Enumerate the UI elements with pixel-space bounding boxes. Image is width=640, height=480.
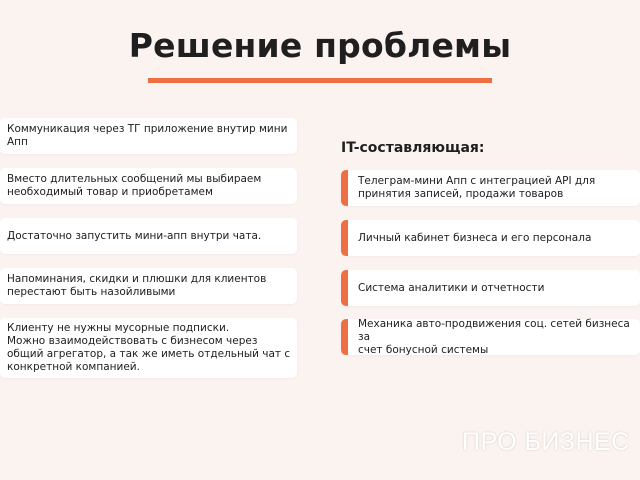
it-card-text: Личный кабинет бизнеса и его персонала <box>358 231 592 244</box>
it-card-2 <box>341 220 640 256</box>
accent-bar <box>341 170 348 206</box>
accent-bar <box>341 270 348 306</box>
it-card-text: Телеграм-мини Апп с интеграцией API для принятия записей, продажи товаров <box>358 175 596 200</box>
problem-card-4 <box>0 268 297 304</box>
accent-bar <box>341 319 348 355</box>
it-card-4 <box>341 319 640 355</box>
accent-bar <box>341 220 348 256</box>
problem-card-1 <box>0 118 297 154</box>
it-section-heading: IT-составляющая: <box>341 140 485 156</box>
it-card-3 <box>341 270 640 306</box>
brand-logo: ПРО БИЗНЕС <box>462 428 630 456</box>
problem-card-5 <box>0 318 297 378</box>
problem-card-text: Клиенту не нужны мусорные подписки. Можно взаимодействовать с бизнесом через общий агрегатор, а так же иметь отдельный чат с конкретной компанией. <box>7 322 291 373</box>
it-card-text: Система аналитики и отчетности <box>358 281 545 294</box>
title-underline <box>148 78 492 83</box>
slide-title: Решение проблемы <box>128 26 512 65</box>
problem-card-text: Достаточно запустить мини-апп внутри чата. <box>7 229 262 242</box>
problem-card-text: Напоминания, скидки и плюшки для клиентов перестают быть назойливыми <box>7 273 267 298</box>
problem-card-text: Коммуникация через ТГ приложение внутир мини Апп <box>7 123 288 148</box>
problem-card-2 <box>0 168 297 204</box>
it-card-1 <box>341 170 640 206</box>
problem-card-3 <box>0 218 297 254</box>
it-card-text: Механика авто-продвижения соц. сетей бизнеса за счет бонусной системы <box>358 317 630 356</box>
problem-card-text: Вместо длительных сообщений мы выбираем необходимый товар и приобретамем <box>7 173 262 198</box>
